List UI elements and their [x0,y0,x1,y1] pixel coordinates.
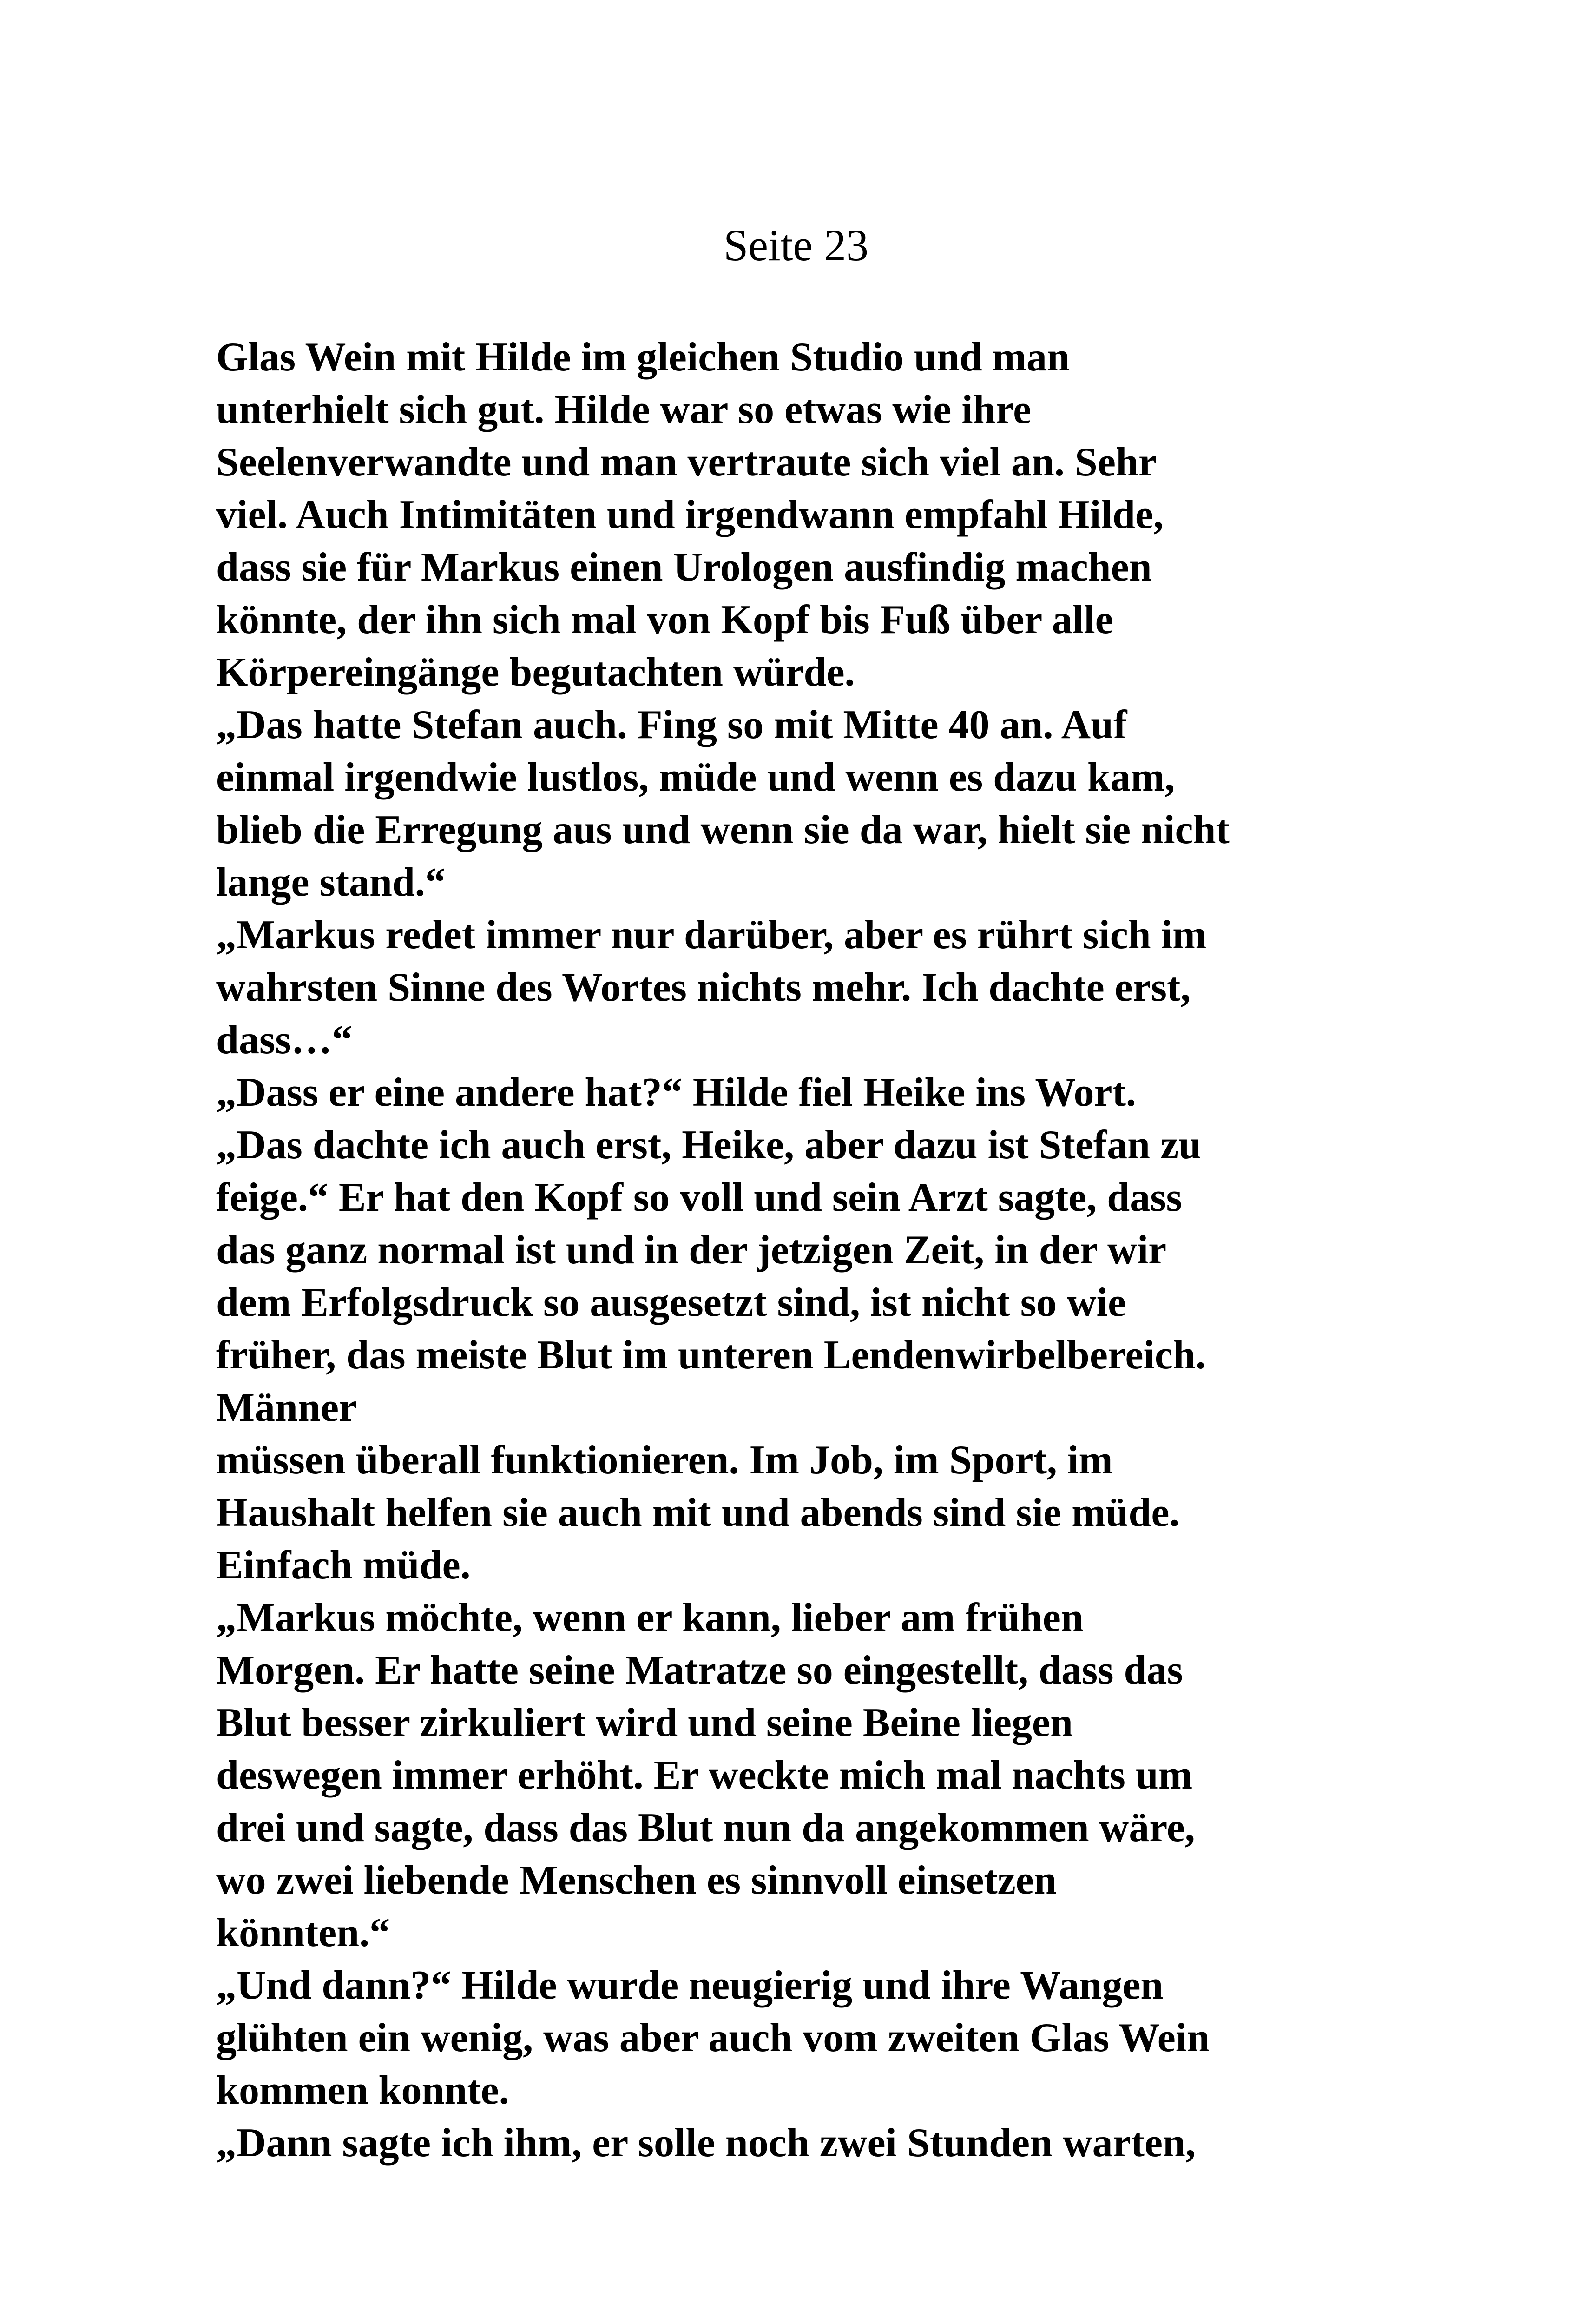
text-line: blieb die Erregung aus und wenn sie da war, hielt sie nicht [216,807,1230,852]
text-line: wahrsten Sinne des Wortes nichts mehr. Ich dachte erst, [216,965,1191,1010]
text-line: kommen konnte. [216,2068,509,2113]
text-line: könnte, der ihn sich mal von Kopf bis Fuß über alle [216,597,1113,642]
text-line: könnten.“ [216,1910,390,1955]
text-line: lange stand.“ [216,860,446,905]
text-line: Haushalt helfen sie auch mit und abends sind sie müde. [216,1490,1180,1535]
text-line: dass sie für Markus einen Urologen ausfindig machen [216,545,1152,590]
text-line: „Das hatte Stefan auch. Fing so mit Mitte 40 an. Auf [216,702,1127,747]
text-line: feige.“ Er hat den Kopf so voll und sein Arzt sagte, dass [216,1175,1182,1220]
text-line: drei und sagte, dass das Blut nun da angekommen wäre, [216,1805,1195,1850]
text-line: „Dann sagte ich ihm, er solle noch zwei Stunden warten, [216,2120,1196,2166]
text-line: dass…“ [216,1017,353,1063]
body-text [216,331,1406,2169]
text-line: Seelenverwandte und man vertraute sich viel an. Sehr [216,440,1157,485]
text-line: einmal irgendwie lustlos, müde und wenn es dazu kam, [216,755,1175,800]
text-line: Blut besser zirkuliert wird und seine Beine liegen [216,1700,1073,1745]
text-line: „Dass er eine andere hat?“ Hilde fiel Heike ins Wort. [216,1070,1136,1115]
text-line: dem Erfolgsdruck so ausgesetzt sind, ist nicht so wie [216,1280,1126,1325]
page-title: Seite 23 [724,220,868,270]
text-line: das ganz normal ist und in der jetzigen Zeit, in der wir [216,1228,1167,1273]
text-line: früher, das meiste Blut im unteren Lendenwirbelbereich. [216,1333,1206,1378]
text-line: viel. Auch Intimitäten und irgendwann empfahl Hilde, [216,492,1164,537]
text-line: Morgen. Er hatte seine Matratze so eingestellt, dass das [216,1648,1183,1693]
text-line: „Markus redet immer nur darüber, aber es rührt sich im [216,912,1207,957]
text-line: „Das dachte ich auch erst, Heike, aber dazu ist Stefan zu [216,1122,1202,1168]
text-line: Körpereingänge begutachten würde. [216,650,855,695]
text-line: deswegen immer erhöht. Er weckte mich mal nachts um [216,1753,1193,1798]
text-line: Einfach müde. [216,1543,471,1588]
text-line: „Markus möchte, wenn er kann, lieber am frühen [216,1595,1084,1640]
text-line: Männer [216,1385,357,1430]
text-line: Glas Wein mit Hilde im gleichen Studio und man [216,335,1070,380]
text-line: müssen überall funktionieren. Im Job, im Sport, im [216,1438,1113,1483]
text-line: wo zwei liebende Menschen es sinnvoll einsetzen [216,1858,1057,1903]
text-line: „Und dann?“ Hilde wurde neugierig und ihre Wangen [216,1963,1164,2008]
text-line: unterhielt sich gut. Hilde war so etwas wie ihre [216,387,1032,432]
text-line: glühten ein wenig, was aber auch vom zweiten Glas Wein [216,2015,1210,2060]
